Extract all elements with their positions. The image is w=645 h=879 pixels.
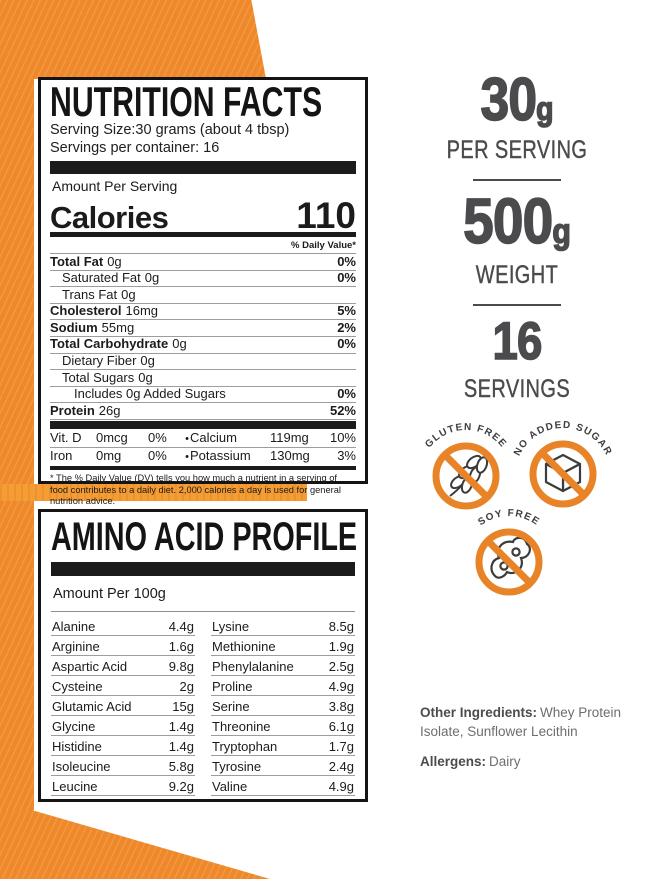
amino-value: 1.9g: [328, 638, 354, 654]
stat-weight: [412, 185, 622, 291]
nutrient-amount: 0g: [121, 286, 136, 302]
nutrient-row-cholesterol: [50, 304, 356, 321]
nutrient-amount: 0g: [107, 253, 122, 269]
amino-value: 4.9g: [328, 778, 354, 794]
amino-row: [211, 636, 355, 656]
mineral-dv: 0%: [148, 447, 167, 463]
other-ingredients-value: Whey Protein Isolate, Sunflower Lecithin: [420, 705, 622, 739]
nutrient-row-dietary-fiber: [50, 354, 356, 371]
amino-row: [51, 756, 195, 776]
minerals-row-2: [50, 448, 356, 464]
amino-row: [211, 616, 355, 636]
amino-value: 1.7g: [328, 738, 354, 754]
stat-servings: [412, 312, 622, 405]
mineral-dv: 10%: [329, 430, 356, 446]
nutrient-row-added-sugars: [50, 387, 356, 404]
nutrient-name: Protein: [50, 402, 95, 418]
amount-per-100g-label: Amount Per 100g: [51, 578, 355, 612]
nutrient-name: Cholesterol: [50, 303, 122, 319]
amino-name: Lysine: [212, 618, 250, 634]
nutrient-dv: 2%: [337, 319, 356, 335]
nutrient-dv: 0%: [337, 253, 356, 269]
nutrition-facts-title: NUTRITION FACTS: [50, 78, 323, 125]
gluten-free-arc-text: GLUTEN FREE: [423, 421, 509, 451]
stat-divider: [473, 179, 561, 181]
calories-label: Calories: [50, 200, 169, 235]
amino-name: Alanine: [52, 618, 96, 634]
amino-row: [51, 616, 195, 636]
amino-acid-title: AMINO ACID PROFILE: [51, 515, 358, 559]
nutrient-name: Includes 0g Added Sugars: [74, 386, 226, 402]
amino-row: [211, 696, 355, 716]
amino-name: Tryptophan: [212, 738, 278, 754]
stat-unit: g: [536, 90, 554, 127]
mineral-amount: 119mg: [270, 430, 309, 446]
stat-divider: [473, 304, 561, 306]
bullet-separator: •: [185, 450, 189, 463]
nutrient-dv: 52%: [329, 402, 356, 418]
orange-bottom-wedge: [0, 811, 270, 879]
daily-value-footnote: * The % Daily Value (DV) tells you how much a nutrient in a serving of food contributes to a daily diet. 2,000 calories a day is used for general nutrition advice.: [50, 473, 341, 507]
mineral-dv: 0%: [148, 430, 167, 446]
calories-row: [50, 195, 356, 236]
nutrient-name: Total Fat: [50, 253, 104, 269]
amino-value: 9.2g: [168, 778, 194, 794]
nutrition-facts-panel: [38, 77, 368, 507]
nutrient-name: Saturated Fat: [62, 270, 141, 286]
amino-name: Serine: [212, 698, 250, 714]
amino-name: Methionine: [212, 638, 276, 654]
nutrient-amount: 0g: [172, 336, 187, 352]
nutrient-amount: 0g: [138, 369, 153, 385]
amino-value: 3.8g: [328, 698, 354, 714]
nutrient-dv: 0%: [337, 270, 356, 286]
allergens-value: Dairy: [489, 754, 521, 769]
amino-name: Glutamic Acid: [52, 698, 132, 714]
amino-value: 9.8g: [168, 658, 194, 674]
amino-value: 6.1g: [328, 718, 354, 734]
amino-value: 2.4g: [328, 758, 354, 774]
bullet-separator: •: [185, 433, 189, 446]
mineral-dv: 3%: [337, 447, 356, 463]
minerals-row-1: [50, 431, 356, 448]
amino-name: Phenylalanine: [212, 658, 294, 674]
mineral-name: Vit. D: [50, 430, 82, 446]
amino-row: [211, 756, 355, 776]
nutrient-name: Trans Fat: [62, 286, 118, 302]
nutrient-name: Sodium: [50, 319, 98, 335]
amino-name: Arginine: [52, 638, 100, 654]
amino-value: 1.4g: [168, 718, 194, 734]
stat-number: 500g: [463, 185, 571, 257]
orange-left-stripe: [0, 0, 34, 879]
amino-value: 2g: [179, 678, 194, 694]
amino-value: 5.8g: [168, 758, 194, 774]
amino-row: [211, 676, 355, 696]
amount-per-serving-label: Amount Per Serving: [52, 178, 178, 194]
thick-black-bar: [51, 562, 355, 576]
amino-name: Histidine: [52, 738, 102, 754]
amino-row: [51, 776, 195, 796]
mineral-amount: 0mcg: [96, 430, 128, 446]
thin-black-bar: [50, 466, 356, 470]
nutrient-dv: 0%: [337, 336, 356, 352]
nutrient-row-total-sugars: [50, 370, 356, 387]
amino-name: Leucine: [52, 778, 98, 794]
nutrient-name: Dietary Fiber: [62, 353, 137, 369]
nutrient-row-protein: [50, 403, 356, 420]
amino-row: [51, 716, 195, 736]
thick-black-bar: [50, 421, 356, 429]
ingredients-block: [420, 703, 645, 782]
allergens-line: [420, 752, 645, 771]
amino-name: Aspartic Acid: [52, 658, 128, 674]
nutrient-row-saturated-fat: [50, 271, 356, 288]
stats-column: [412, 66, 622, 405]
nutrient-amount: 0g: [140, 353, 155, 369]
amino-row: [211, 716, 355, 736]
stat-number: 16: [492, 312, 542, 371]
amino-name: Tyrosine: [212, 758, 262, 774]
amino-column-left: [51, 616, 195, 796]
servings-per-container-line: Servings per container: 16: [50, 139, 220, 156]
allergens-label: Allergens:: [420, 754, 487, 769]
amino-row: [51, 736, 195, 756]
nutrient-dv: 5%: [337, 303, 356, 319]
nutrient-amount: 16mg: [125, 303, 159, 319]
amino-value: 4.9g: [328, 678, 354, 694]
amino-value: 2.5g: [328, 658, 354, 674]
daily-value-header: % Daily Value*: [50, 237, 356, 254]
amino-value: 8.5g: [328, 618, 354, 634]
no-added-sugar-arc-text: NO ADDED SUGAR: [512, 419, 614, 458]
soy-free-arc-text: SOY FREE: [476, 507, 542, 529]
mineral-name: Potassium: [190, 447, 251, 463]
amino-name: Glycine: [52, 718, 96, 734]
amino-row: [211, 776, 355, 796]
other-ingredients-line: [420, 703, 645, 741]
soybean-icon: [492, 538, 530, 578]
nutrient-amount: 0g: [144, 270, 160, 286]
amino-row: [51, 676, 195, 696]
nutrient-name: Total Sugars: [62, 369, 135, 385]
thick-black-bar: [50, 161, 356, 174]
stat-number: 30g: [480, 66, 554, 133]
amino-row: [51, 636, 195, 656]
nutrient-amount: 55mg: [101, 319, 135, 335]
nutrient-name: Total Carbohydrate: [50, 336, 169, 352]
amino-value: 1.4g: [168, 738, 194, 754]
mineral-name: Iron: [50, 447, 73, 463]
amino-row: [211, 736, 355, 756]
mineral-amount: 0mg: [96, 447, 122, 463]
other-ingredients-label: Other Ingredients:: [420, 705, 538, 720]
amino-column-right: [211, 616, 355, 796]
nutrient-amount: 26g: [98, 402, 121, 418]
amino-acid-table: [51, 616, 355, 796]
nutrient-row-sodium: [50, 320, 356, 337]
nutrient-row-trans-fat: [50, 287, 356, 304]
amino-name: Proline: [212, 678, 253, 694]
amino-name: Isoleucine: [52, 758, 111, 774]
amino-acid-panel: [38, 509, 368, 802]
mineral-name: Calcium: [190, 430, 237, 446]
calories-value: 110: [296, 195, 356, 236]
nutrient-dv: 0%: [337, 386, 356, 402]
amino-row: [211, 656, 355, 676]
stat-label: PER SERVING: [446, 136, 588, 164]
amino-name: Cysteine: [52, 678, 103, 694]
soy-free-badge: [451, 496, 567, 614]
amino-value: 4.4g: [168, 618, 194, 634]
amino-value: 1.6g: [168, 638, 194, 654]
amino-value: 15g: [172, 698, 194, 714]
nutrient-row-total-carbohydrate: [50, 337, 356, 354]
orange-top-wedge: [0, 0, 266, 79]
amino-row: [51, 696, 195, 716]
stat-label: SERVINGS: [463, 375, 571, 403]
nutrient-row-total-fat: [50, 254, 356, 271]
stat-unit: g: [552, 212, 571, 251]
amino-name: Threonine: [212, 718, 271, 734]
stat-label: WEIGHT: [475, 261, 559, 289]
stat-per-serving: [412, 66, 622, 166]
serving-size-line: Serving Size:30 grams (about 4 tbsp): [50, 122, 290, 138]
amino-name: Valine: [212, 778, 248, 794]
amino-row: [51, 656, 195, 676]
mineral-amount: 130mg: [270, 447, 310, 463]
